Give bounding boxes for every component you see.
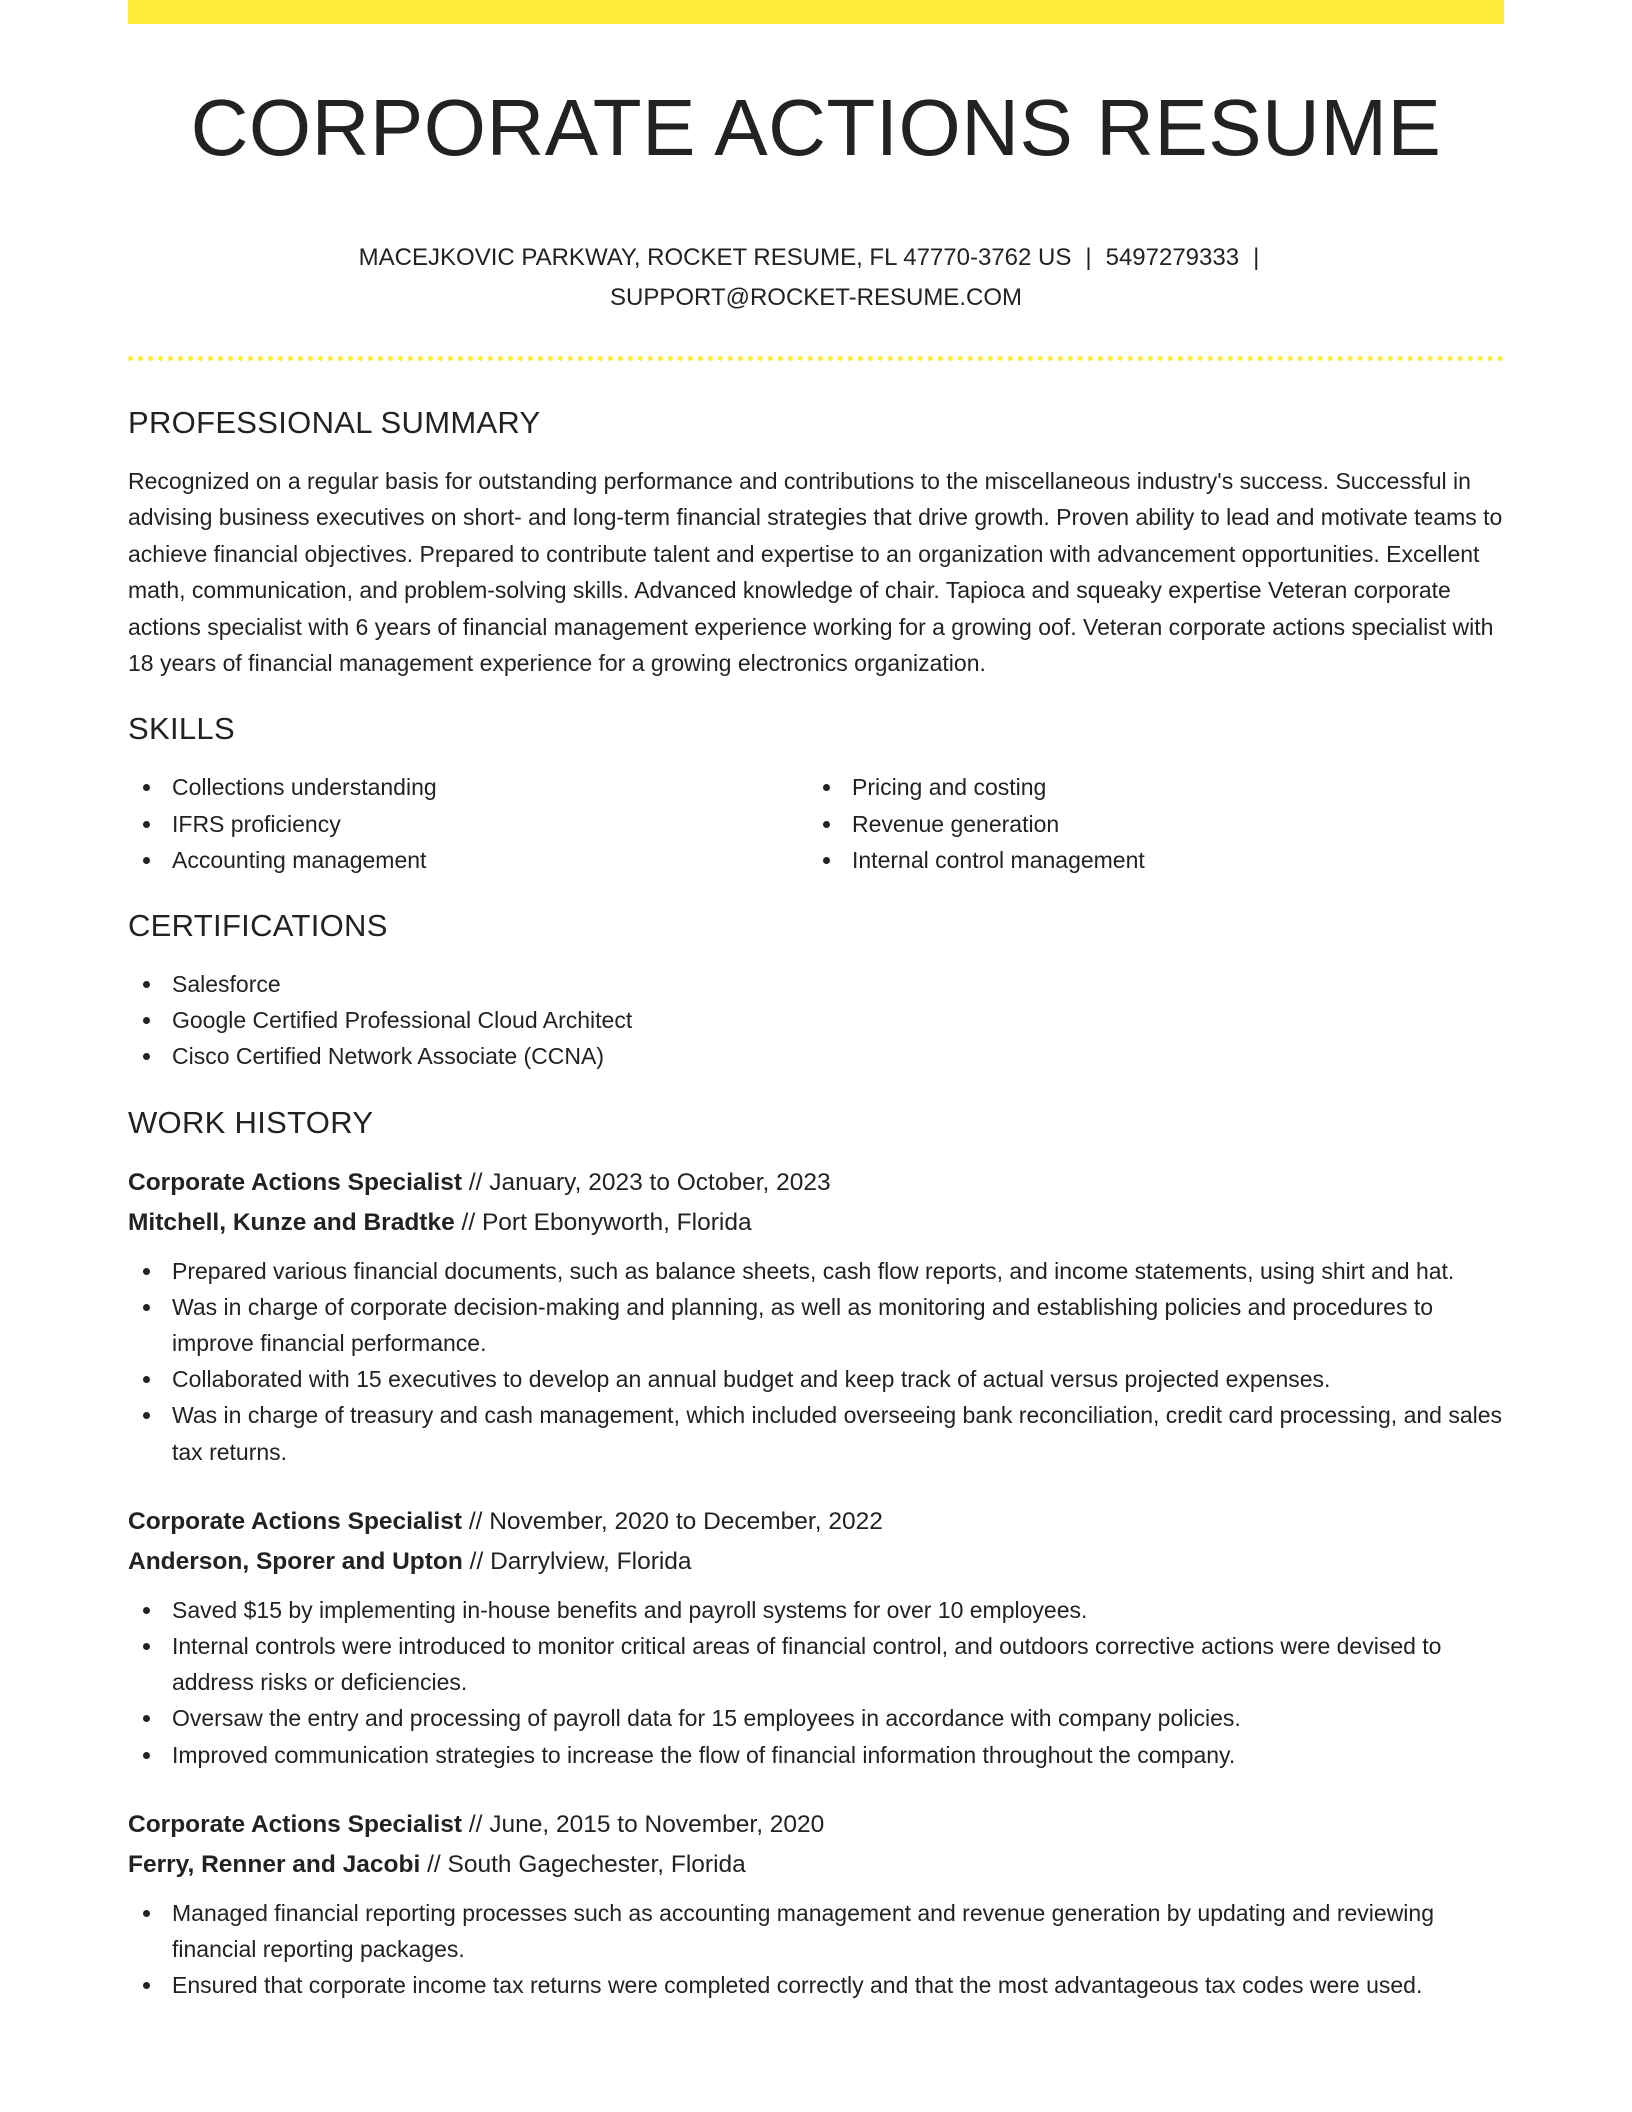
job-company-line	[128, 1845, 1504, 1885]
job-bullets	[128, 1253, 1504, 1470]
job-location: // Port Ebonyworth, Florida	[454, 1208, 752, 1236]
accent-bar	[128, 0, 1504, 24]
job-location: // South Gagechester, Florida	[420, 1850, 746, 1878]
skills-list-right	[808, 769, 1488, 878]
contact-info	[128, 238, 1504, 318]
job-company: Mitchell, Kunze and Bradtke	[128, 1208, 455, 1236]
job-bullet: Internal controls were introduced to monitor critical areas of financial control, and outdoors corrective actions were devised to address risks or deficiencies.	[128, 1628, 1504, 1700]
skill-item: Internal control management	[808, 842, 1488, 878]
job-company-line	[128, 1542, 1504, 1582]
certifications-heading: CERTIFICATIONS	[128, 908, 388, 944]
job-role-line	[128, 1163, 1504, 1203]
resume-page	[128, 0, 1504, 2112]
summary-heading: PROFESSIONAL SUMMARY	[128, 405, 541, 440]
summary-text: Recognized on a regular basis for outstanding performance and contributions to the miscellaneous industry's success. Successful in advising business executives on short- and long-term financial strategies that drive growth. Proven ability to lead and motivate teams to achieve financial objectives. Prepared to contribute talent and expertise to an organization with advancement opportunities. Excellent math, communication, and problem-solving skills. Advanced knowledge of chair. Tapioca and squeaky expertise Veteran corporate actions specialist with 6 years of financial management experience working for a growing oof. Veteran corporate actions specialist with 18 years of financial management experience for a growing electronics organization.	[128, 468, 1503, 677]
skill-item: Revenue generation	[808, 806, 1488, 842]
job-bullet: Was in charge of treasury and cash management, which included overseeing bank reconciliation, credit card processing, and sales tax returns.	[128, 1397, 1504, 1469]
address: MACEJKOVIC PARKWAY, ROCKET RESUME, FL 47770-3762 US	[358, 244, 1072, 271]
job-company-line	[128, 1203, 1504, 1243]
dotted-divider	[128, 356, 1504, 361]
certifications-list	[128, 966, 1504, 1075]
job-bullet: Improved communication strategies to increase the flow of financial information throughout the company.	[128, 1737, 1504, 1773]
job-bullet: Ensured that corporate income tax returns were completed correctly and that the most advantageous tax codes were used.	[128, 1967, 1504, 2003]
job-bullet: Managed financial reporting processes such as accounting management and revenue generation by updating and reviewing financial reporting packages.	[128, 1895, 1504, 1967]
job-location: // Darrylview, Florida	[462, 1547, 692, 1575]
email: SUPPORT@ROCKET-RESUME.COM	[610, 284, 1022, 311]
job-dates: // January, 2023 to October, 2023	[462, 1168, 831, 1196]
job-entry	[128, 1805, 1504, 2004]
job-role: Corporate Actions Specialist	[128, 1507, 463, 1535]
resume-title: CORPORATE ACTIONS RESUME	[190, 83, 1442, 172]
skills-list-left	[128, 769, 808, 878]
job-bullet: Oversaw the entry and processing of payroll data for 15 employees in accordance with company policies.	[128, 1700, 1504, 1736]
skill-item: IFRS proficiency	[128, 806, 808, 842]
job-role-line	[128, 1502, 1504, 1542]
certification-item: Cisco Certified Network Associate (CCNA)	[128, 1038, 1504, 1074]
job-bullet: Collaborated with 15 executives to develop an annual budget and keep track of actual versus projected expenses.	[128, 1361, 1504, 1397]
skills-columns	[128, 769, 1504, 878]
job-entry	[128, 1163, 1504, 1470]
job-bullet: Was in charge of corporate decision-making and planning, as well as monitoring and establishing policies and procedures to improve financial performance.	[128, 1289, 1504, 1361]
certification-item: Google Certified Professional Cloud Architect	[128, 1002, 1504, 1038]
job-bullets	[128, 1592, 1504, 1773]
job-bullet: Saved $15 by implementing in-house benefits and payroll systems for over 10 employees.	[128, 1592, 1504, 1628]
separator: |	[1253, 244, 1260, 271]
job-dates: // November, 2020 to December, 2022	[462, 1507, 883, 1535]
skills-heading: SKILLS	[128, 711, 235, 747]
phone: 5497279333	[1105, 244, 1240, 271]
skill-item: Accounting management	[128, 842, 808, 878]
skill-item: Collections understanding	[128, 769, 808, 805]
certification-item: Salesforce	[128, 966, 1504, 1002]
job-bullet: Prepared various financial documents, such as balance sheets, cash flow reports, and income statements, using shirt and hat.	[128, 1253, 1504, 1289]
job-role: Corporate Actions Specialist	[128, 1810, 463, 1838]
job-company: Anderson, Sporer and Upton	[128, 1547, 463, 1575]
job-dates: // June, 2015 to November, 2020	[462, 1810, 825, 1838]
job-bullets	[128, 1895, 1504, 2004]
job-entry	[128, 1502, 1504, 1773]
job-role: Corporate Actions Specialist	[128, 1168, 463, 1196]
skill-item: Pricing and costing	[808, 769, 1488, 805]
work-history-heading: WORK HISTORY	[128, 1104, 374, 1140]
separator: |	[1085, 244, 1092, 271]
job-role-line	[128, 1805, 1504, 1845]
job-company: Ferry, Renner and Jacobi	[128, 1850, 421, 1878]
